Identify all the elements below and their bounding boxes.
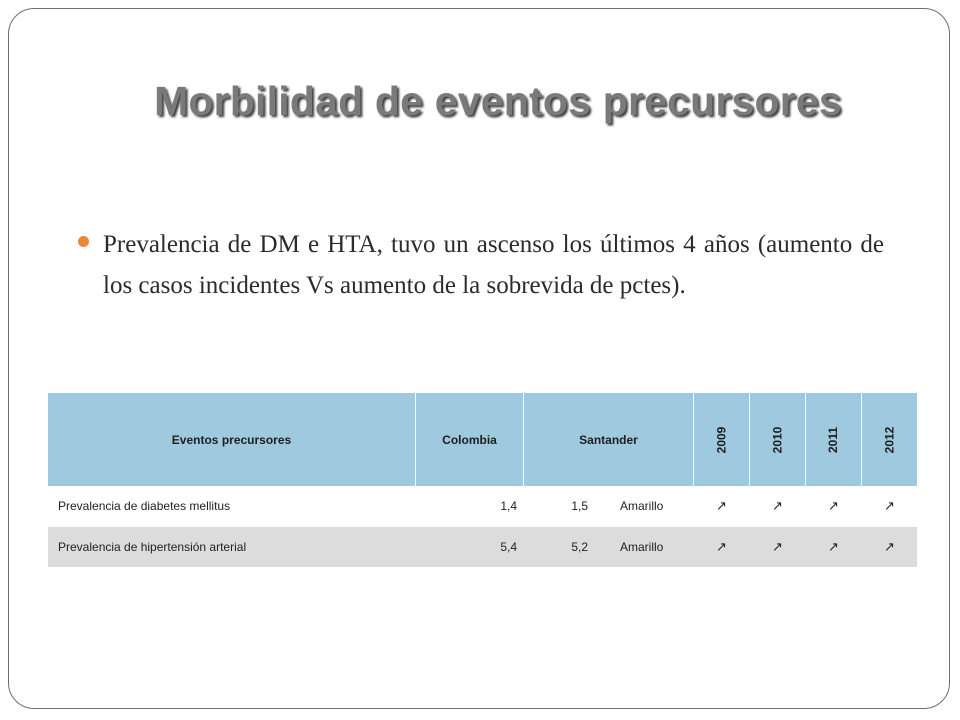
- precursor-events-table: [48, 393, 917, 569]
- header-year-label: 2010: [770, 426, 785, 453]
- header-year-label: 2009: [714, 426, 729, 453]
- table-header-row: [48, 393, 917, 486]
- trend-up-icon: [862, 486, 917, 526]
- row-status: Amarillo: [620, 540, 664, 554]
- header-eventos-precursores: Eventos precursores: [171, 432, 292, 447]
- trend-arrow: ↗: [828, 539, 839, 554]
- trend-arrow: ↗: [716, 498, 727, 513]
- row-colombia-value: 1,4: [500, 499, 517, 513]
- row-colombia-value: 5,4: [500, 540, 517, 554]
- header-colombia: Colombia: [442, 432, 497, 447]
- header-year-2010: [750, 393, 805, 486]
- trend-arrow: ↗: [772, 539, 783, 554]
- row-status: Amarillo: [620, 499, 664, 513]
- trend-arrow: ↗: [884, 498, 895, 513]
- row-event-name: Prevalencia de diabetes mellitus: [58, 499, 231, 513]
- trend-up-icon: [806, 486, 861, 526]
- trend-up-icon: [750, 527, 805, 567]
- trend-arrow: ↗: [716, 539, 727, 554]
- row-santander-value: 5,2: [571, 540, 588, 554]
- bullet-item: [78, 224, 884, 306]
- header-year-2011: [806, 393, 861, 486]
- slide-title: Morbilidad de eventos precursores: [154, 78, 842, 124]
- trend-up-icon: [694, 527, 749, 567]
- header-year-label: 2012: [882, 426, 897, 453]
- trend-arrow: ↗: [884, 539, 895, 554]
- trend-arrow: ↗: [772, 498, 783, 513]
- row-santander-value: 1,5: [571, 499, 588, 513]
- header-year-label: 2011: [826, 426, 841, 453]
- header-year-2012: [862, 393, 917, 486]
- trend-up-icon: [806, 527, 861, 567]
- bullet-text: Prevalencia de DM e HTA, tuvo un ascenso los últimos 4 años (aumento de los casos incidentes Vs aumento de la sobrevida de pctes).: [103, 231, 884, 299]
- trend-up-icon: [862, 527, 917, 567]
- row-event-name: Prevalencia de hipertensión arterial: [58, 540, 247, 554]
- table-row: [48, 527, 917, 567]
- table-row: [48, 486, 917, 526]
- bullet-dot-icon: [78, 236, 89, 247]
- trend-up-icon: [750, 486, 805, 526]
- trend-arrow: ↗: [828, 498, 839, 513]
- trend-up-icon: [694, 486, 749, 526]
- header-santander: Santander: [579, 432, 638, 447]
- header-year-2009: [694, 393, 749, 486]
